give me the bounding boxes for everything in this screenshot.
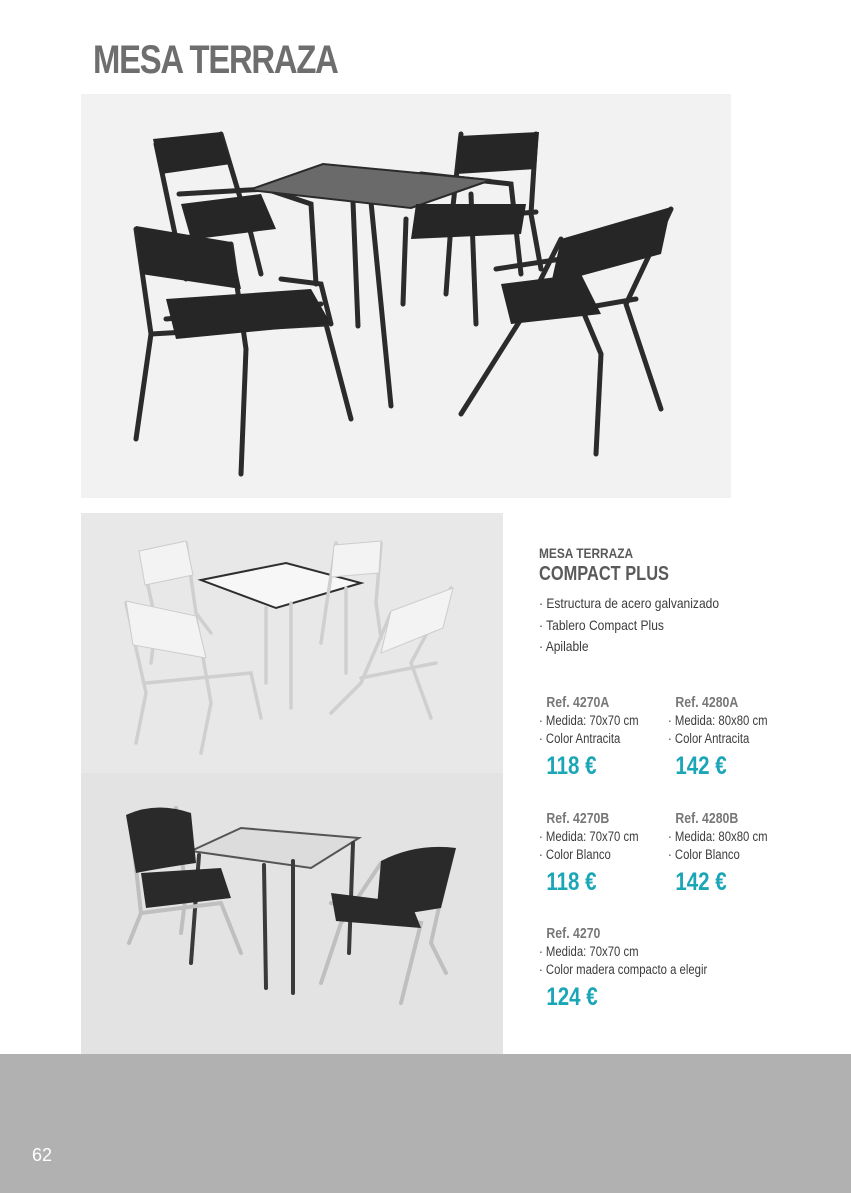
ref-block-4280a (668, 694, 787, 782)
ref-medida: · Medida: 70x70 cm (539, 829, 639, 844)
ref-block-4270 (539, 925, 739, 1013)
ref-color: · Color Blanco (539, 847, 611, 862)
ref-price: 118 € (546, 752, 597, 780)
feature-list (539, 593, 748, 658)
ref-color: · Color madera compacto a elegir (539, 962, 708, 977)
product-photo-white-set (81, 513, 503, 773)
ref-color: · Color Blanco (668, 847, 740, 862)
ref-price: 118 € (546, 868, 597, 896)
product-photo-rattan-set (81, 773, 503, 1054)
page-number: 62 (32, 1145, 53, 1165)
ref-title: Ref. 4270A (546, 694, 610, 711)
ref-color: · Color Antracita (539, 731, 621, 746)
feature-item: · Tablero Compact Plus (539, 616, 664, 633)
feature-item: · Estructura de acero galvanizado (539, 595, 720, 611)
ref-color: · Color Antracita (668, 731, 750, 746)
ref-price: 142 € (675, 868, 727, 896)
ref-medida: · Medida: 70x70 cm (539, 944, 639, 959)
ref-block-4270b (539, 810, 658, 898)
page-title: MESA TERRAZA (93, 38, 338, 82)
ref-title: Ref. 4280B (675, 810, 739, 827)
feature-item: · Apilable (539, 638, 589, 654)
ref-medida: · Medida: 80x80 cm (668, 713, 768, 728)
ref-medida: · Medida: 80x80 cm (668, 829, 768, 844)
product-name: COMPACT PLUS (539, 563, 669, 585)
ref-price: 124 € (546, 983, 598, 1011)
product-photo-anthracite-set (81, 94, 731, 498)
ref-title: Ref. 4270 (546, 925, 601, 942)
footer-band (0, 1054, 851, 1193)
ref-title: Ref. 4270B (546, 810, 610, 827)
ref-price: 142 € (675, 752, 727, 780)
ref-medida: · Medida: 70x70 cm (539, 713, 639, 728)
ref-title: Ref. 4280A (675, 694, 739, 711)
product-subtitle: MESA TERRAZA (539, 545, 634, 561)
ref-block-4280b (668, 810, 787, 898)
ref-block-4270a (539, 694, 658, 782)
